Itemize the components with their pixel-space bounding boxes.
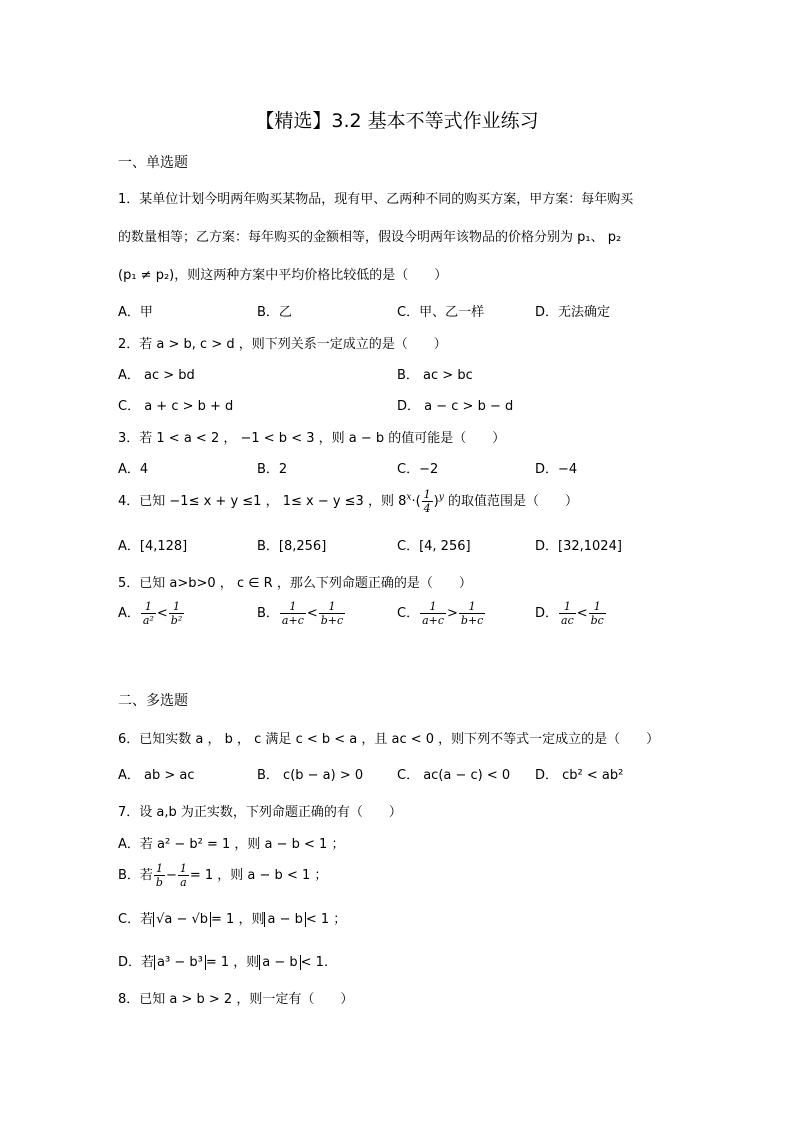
q5-d-op: < (576, 606, 588, 621)
q3-stem: 3．若 1 < a < 2 ， −1 < b < 3 ，则 a − b 的值可能是（ ） (118, 431, 506, 446)
q2-option-d: D． a − c > b − d (397, 399, 514, 414)
q7-c-post: < 1 ； (305, 912, 347, 927)
q5-b-n1: 1 (280, 600, 306, 614)
q7-d-abs1: a³ − b³ (154, 955, 206, 970)
q1-line2: 的数量相等；乙方案：每年购买的金额相等，假设今明两年该物品的价格分别为 p₁、 p₂ (118, 230, 622, 245)
q5-a-d1: a² (142, 614, 154, 627)
q5-d-n1: 1 (559, 600, 576, 614)
q4-option-a: A．[4,128] (118, 539, 188, 554)
q5-b-d2: b+c (320, 614, 344, 627)
q1-option-c: C．甲、乙一样 (397, 305, 485, 320)
q7-c-mid: = 1 ，则 (211, 912, 265, 927)
q7-c-pre: C．若 (118, 912, 154, 927)
q2-option-c: C． a + c > b + d (118, 399, 234, 414)
q6-option-c: C． ac(a − c) < 0 (397, 768, 511, 783)
q5-d-d1: ac (561, 614, 574, 627)
q7-b-d2: a (180, 876, 187, 889)
q3-option-d: D．−4 (535, 462, 578, 477)
q5-d-d2: bc (590, 614, 604, 627)
q7-c-abs1: √a − √b (153, 912, 211, 927)
q5-c-frac2 (459, 600, 485, 627)
q5-c-n1: 1 (420, 600, 446, 614)
q5-option-d-label: D． (535, 606, 559, 621)
q5-a-frac2 (169, 600, 184, 627)
q7-b-n2: 1 (179, 862, 187, 875)
q5-b-d1: a+c (281, 614, 304, 627)
q5-option-b (257, 600, 346, 627)
q2-option-b: B． ac > bc (397, 368, 473, 383)
q3-option-c: C．−2 (397, 462, 439, 477)
q2-option-a: A． ac > bd (118, 368, 195, 383)
q1-line1: 1．某单位计划今明两年购买某物品，现有甲、乙两种不同的购买方案，甲方案：每年购买 (118, 192, 634, 207)
q5-option-a (118, 600, 185, 627)
q7-b-frac1 (154, 862, 165, 889)
q5-b-frac1 (280, 600, 306, 627)
q7-option-c (118, 908, 346, 927)
q5-d-frac1 (559, 600, 576, 627)
q7-option-d (118, 951, 328, 970)
q5-option-c-label: C． (397, 606, 420, 621)
q6-option-d: D． cb² < ab² (535, 768, 624, 783)
q4-option-c: C．[4, 256] (397, 539, 471, 554)
q4-stem-c: ) (433, 494, 439, 509)
q5-c-n2: 1 (459, 600, 485, 614)
q7-stem: 7．设 a,b 为正实数，下列命题正确的有（ ） (118, 805, 402, 820)
q5-a-d2: b² (170, 614, 183, 627)
q7-d-pre: D．若 (118, 955, 155, 970)
q7-b-n1: 1 (154, 862, 165, 876)
q5-c-d1: a+c (422, 614, 445, 627)
q8-stem: 8．已知 a > b > 2 ，则一定有（ ） (118, 992, 354, 1007)
q5-option-b-label: B． (257, 606, 279, 621)
section-single-choice: 一、单选题 (118, 155, 188, 171)
q7-c-abs2: a − b (264, 912, 305, 927)
q7-option-b (118, 862, 327, 889)
q7-d-abs2: a − b (259, 955, 300, 970)
q4-stem (118, 488, 578, 515)
q5-d-n2: 1 (589, 600, 606, 614)
q7-b-mid: − (165, 868, 177, 883)
q4-option-b: B．[8,256] (257, 539, 327, 554)
q5-option-a-label: A． (118, 606, 140, 621)
q5-option-c (397, 600, 486, 627)
q4-stem-d: 的取值范围是（ ） (443, 494, 578, 509)
q6-option-a: A． ab > ac (118, 768, 195, 783)
q5-b-op: < (306, 606, 318, 621)
q4-option-d: D．[32,1024] (535, 539, 622, 554)
q6-option-b: B． c(b − a) > 0 (257, 768, 364, 783)
q4-stem-a: 4．已知 −1≤ x + y ≤1 ， 1≤ x − y ≤3 ，则 8 (118, 494, 407, 509)
q1-option-a: A．甲 (118, 305, 153, 320)
q5-c-op: > (447, 606, 458, 621)
q7-d-mid: = 1 ，则 (205, 955, 260, 970)
page-title: 【精选】3.2 基本不等式作业练习 (255, 110, 539, 132)
q5-c-d2: b+c (460, 614, 484, 627)
q3-option-a: A．4 (118, 462, 149, 477)
q4-fraction (422, 488, 433, 515)
q2-stem: 2．若 a > b, c > d ，则下列关系一定成立的是（ ） (118, 337, 447, 352)
q6-stem: 6．已知实数 a ， b ， c 满足 c < b < a ，且 ac < 0 ，则下列不等式一定成立的是（ ） (118, 732, 660, 747)
q5-a-op: < (156, 606, 168, 621)
q4-sup-x: x (406, 492, 412, 503)
q7-b-pre: B．若 (118, 868, 153, 883)
q4-frac-numerator: 1 (423, 488, 431, 501)
q5-c-frac1 (420, 600, 446, 627)
q5-b-n2: 1 (319, 600, 345, 614)
q1-line3: (p₁ ≠ p₂)，则这两种方案中平均价格比较低的是（ ） (118, 268, 448, 283)
q5-d-frac2 (589, 600, 606, 627)
q7-b-d1: b (155, 876, 163, 889)
q7-option-a: A．若 a² − b² = 1 ，则 a − b < 1 ； (118, 837, 345, 852)
q4-frac-denominator: 4 (423, 502, 431, 515)
q1-option-d: D．无法确定 (535, 305, 611, 320)
q1-option-b: B．乙 (257, 305, 292, 320)
q5-a-frac1 (141, 600, 156, 627)
q5-b-frac2 (319, 600, 345, 627)
q7-b-post: = 1 ，则 a − b < 1 ； (189, 868, 328, 883)
q7-b-frac2 (178, 862, 189, 889)
q5-option-d (535, 600, 607, 627)
q7-d-post: < 1. (300, 955, 329, 970)
q5-a-n2: 1 (169, 600, 184, 614)
q5-a-n1: 1 (141, 600, 156, 614)
q3-option-b: B．2 (257, 462, 288, 477)
section-multi-choice: 二、多选题 (118, 693, 188, 709)
q5-stem: 5．已知 a>b>0 ， c ∈ R ，那么下列命题正确的是（ ） (118, 576, 472, 591)
q4-stem-b: ·( (411, 494, 421, 509)
q4-sup-y: y (438, 492, 444, 503)
